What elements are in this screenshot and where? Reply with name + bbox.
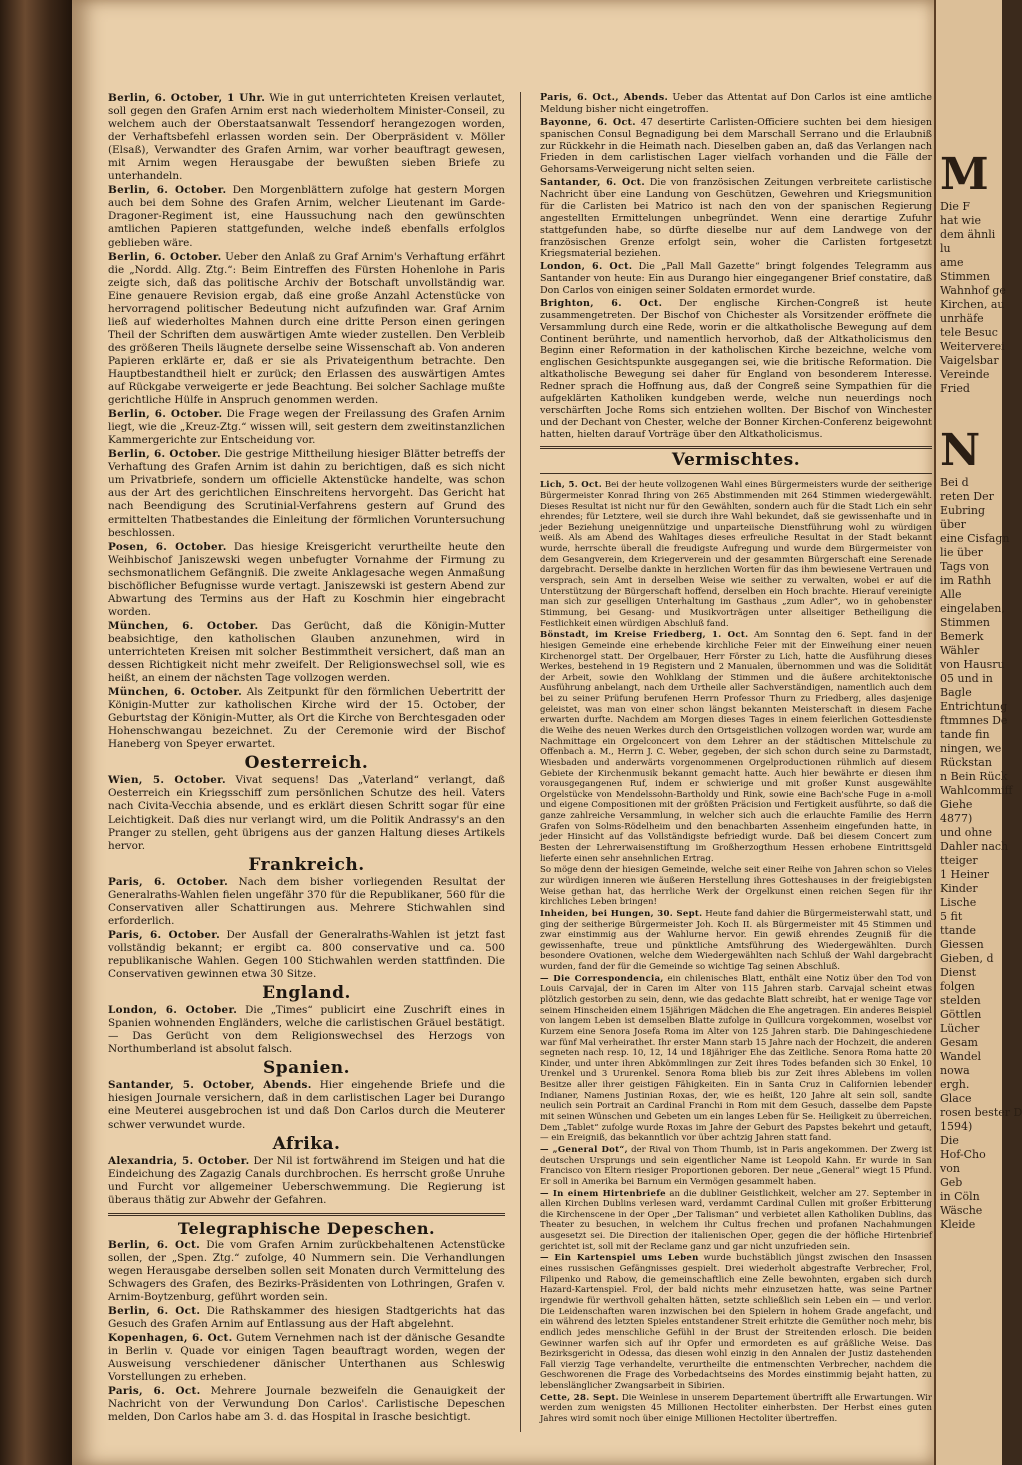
report-text: Heute fand dahier die Bürgermeisterwahl statt, und ging der seitherige Bürgermeister Joh. Koch II. als Bürgermeister mit 45 Stimmen und zwar einstimmig aus der Wahlurne hervor. Ein gewiß ehrendes Zeugniß für die gewissenhafte, treue und pünktliche Amtsführung des Wiedergewählten. Durch besondere Ovationen, welche dem Wiedergewählten nach Schluß der Wahl dargebracht wurden, fand der für die Gemeinde so wichtige Tag seinen Abschluß. [540,908,932,973]
report-text: Die „Times“ publicirt eine Zuschrift eines in Spanien wohnenden Engländers, welche die carlistischen Gräuel bestätigt. — Das Gerücht von dem Religionswechsel des Herzogs von Northumberland ist absolut falsch. [108,1004,505,1056]
edge-text-fragment: Vaigelsbar [940,354,999,367]
adjacent-page-edge [934,0,1022,1465]
edge-text-fragment: tteiger [940,854,978,867]
edge-text-fragment: eine Cisfagn [940,532,1010,545]
news-report [108,774,505,852]
news-report [540,865,932,908]
section-heading: Oesterreich. [244,753,369,774]
news-report [540,630,932,864]
report-dateline: Kopenhagen, 6. Oct. [108,1332,233,1345]
report-dateline: Bönstadt, im Kreise Friedberg, 1. Oct. [540,630,749,641]
report-dateline: Santander, 5. October, Abends. [108,1079,312,1092]
section-rule [540,446,932,449]
edge-text-fragment: 5 fit [940,910,963,923]
edge-text-fragment: folgen [940,980,975,993]
report-dateline: Santander, 6. Oct. [540,177,645,189]
news-report [540,909,932,973]
edge-text-fragment: Kleide [940,1218,976,1231]
report-dateline: Wien, 5. October. [108,774,226,787]
news-report [540,1253,932,1391]
edge-text-fragment: Die F [940,200,970,213]
report-text: Die gestrige Mittheilung hiesiger Blätter betreffs der Verhaftung des Grafen Arnim ist dahin zu berichtigen, daß es sich nicht um Privatbriefe, sondern um officielle Aktenstücke handelte, was schon aus der Art des gerichtlichen Einschreitens hervorgeht. Das Gericht hat nach Beendigung des Scrutinial-Verfahrens gestern auf Grund des ermittelten Thatbestandes die Einleitung der förmlichen Voruntersuchung beschlossen. [108,448,505,539]
edge-text-fragment: Wandel [940,1050,982,1063]
report-text: 47 desertirte Carlisten-Officiere suchten bei dem hiesigen spanischen Consul Begnadigung bei dem Marschall Serrano und die Erlaubniß zur Rückkehr in die Heimath nach. Dieselben gaben an, daß das Verlangen nach Frieden in dem carlistischen Lager vielfach vorhanden und die Fälle der Gehorsams-Verweigerung nicht selten seien. [540,116,932,176]
report-dateline: London, 6. October. [108,1004,238,1017]
news-report [108,1332,505,1384]
section-heading: Frankreich. [248,854,365,875]
edge-text-fragment: rosen bester D [940,1106,1022,1119]
edge-text-fragment: Stimmen [940,616,990,629]
edge-large-letter: M [940,149,989,200]
report-dateline: — In einem Hirtenbriefe [540,1188,666,1199]
edge-text-fragment: und ohne [940,826,993,839]
report-text: Hier eingehende Briefe und die hiesigen Journale versichern, daß in dem carlistischen Lager bei Durango eine Meuterei ausgebrochen ist und daß Don Carlos durch die Meuterer schwer verwundet wurde. [108,1079,505,1131]
edge-text-fragment: von [940,1162,960,1175]
news-report [540,177,932,260]
news-report [540,480,932,629]
report-text: Der Ausfall der Generalraths-Wahlen ist jetzt fast vollständig bekannt; er ergibt ca. 800 conservative und ca. 500 republikanische Wahlen. Gegen 100 Stichwahlen werden stattfinden. Die Conservativen gewinnen etwa 30 Sitze. [108,928,505,981]
report-dateline: Berlin, 6. October, 1 Uhr. [108,92,266,104]
report-text: Die Frage wegen der Freilassung des Grafen Arnim liegt, wie die „Kreuz-Ztg.“ wissen will, seit gestern dem zweitinstanzlichen Kammergerichte zur Entscheidung vor. [108,408,506,447]
report-text: Die von französischen Zeitungen verbreitete carlistische Nachricht über eine Landung von Geschützen, Gewehren und Kriegsmunition für die Carlisten bei Matrico ist nach den von der spanischen Regierung angestellten Ermittelungen unbegründet. Wenn eine derartige Zufuhr stattgefunden habe, so dürfte dieselbe nur auf dem Landwege von der französischen Grenze erfolgt sein, woher die Carlisten fortgesetzt Kriegsmaterial beziehen. [540,177,932,260]
edge-text-fragment: reten Der [940,490,994,503]
report-text: Wie in gut unterrichteten Kreisen verlautet, soll gegen den Grafen Arnim erst nach wiederholtem Minister-Conseil, zu welchem auch der Oberstaatsanwalt Tessendorf herangezogen worden, der Verhaftsbefehl erlassen worden sein. Der Oberpräsident v. Möller (Elsaß), Verwandter des Grafen Arnim, war vorher beauftragt gewesen, mit Arnim wegen Herausgabe der bewußten sieben Briefe zu unterhandeln. [108,92,505,183]
left-column [108,92,505,1426]
edge-text-fragment: Wähler [940,644,980,657]
news-report [108,1079,505,1131]
edge-large-letter: N [940,425,981,476]
report-dateline: Berlin, 6. October. [108,408,223,421]
edge-text-fragment: Gieben, d [940,952,994,965]
edge-text-fragment: 05 und in [940,672,993,685]
section-heading: Telegraphische Depeschen. [177,1218,436,1238]
edge-text-fragment: Giehe [940,798,973,811]
report-dateline: Cette, 28. Sept. [540,1392,619,1403]
edge-text-fragment: lie über [940,546,983,559]
column-divider [520,92,521,1432]
report-dateline: Inheiden, bei Hungen, 30. Sept. [540,908,703,919]
news-report [108,408,505,447]
edge-text-fragment: n Bein Rück [940,770,1008,783]
edge-text-fragment: Gesam [940,1036,978,1049]
report-dateline: Berlin, 6. October. [108,448,221,461]
report-text: Vivat sequens! Das „Vaterland“ verlangt, daß Oesterreich ein Kriegsschiff zum persönlichen Schutze des heil. Vaters nach Civita-Vecchia absende, und es erklärt diesen Schritt sogar für eine Leichtigkeit. Daß dies nur verlangt wird, um die Politik Andrassy's an den Pranger zu stellen, geht übrigens aus der ganzen Haltung dieses Artikels hervor. [108,774,505,852]
report-dateline: Alexandria, 5. October. [108,1154,250,1167]
news-report [108,541,505,619]
edge-text-fragment: 4877) [940,812,973,825]
report-text: Ueber das Attentat auf Don Carlos ist eine amtliche Meldung bisher nicht eingetroffen. [540,92,932,115]
edge-text-fragment: Wahnhof ge [940,284,1006,297]
section-rule [108,1213,505,1216]
edge-text-fragment: Lücher [940,1022,980,1035]
edge-text-fragment: 1 Heiner [940,868,989,881]
edge-text-fragment: ningen, we [940,742,1002,755]
report-text: wurde buchstäblich jüngst zwischen den Insassen eines russischen Gefängnisses gespielt. Drei wiederholt abgestrafte Verbrecher, Frol, Filipenko und Rabow, die gemeinschaftlich eine Zelle bewohnten, ergaben sich durch Hazard-Kartenspiel. Frol, der bald nichts mehr einzusetzen hatte, was seine Partner irgendwie für werthvoll gehalten hätten, setzte schließlich sein Leben ein — und verlor. Die Leidenschaften waren inzwischen bei den Spielern in hohem Grade angefacht, und ein während des letzten Spieles entstandener Streit erhitzte die Gemüther noch mehr, bis endlich jedes menschliche Gefühl in der Brust der Streitenden erlosch. Die beiden Gewinner warfen sich auf ihr Opfer und ermordeten es auf gräßliche Weise. Das Bezirksgericht in Odessa, das diesen wohl einzig in den Annalen der Justiz dastehenden Fall vierzig Tage verhandelte, verurtheilte die entmenschten Verbrecher, nachdem die Geschworenen die Frage des Vorbedachtseins des Mordes einstimmig bejaht hatten, zu lebenslänglicher Zwangsarbeit in Sibirien. [540,1253,932,1392]
report-text: Der Nil ist fortwährend im Steigen und hat die Eindeichung des Zagazig Canals durchbrochen. Es herrscht große Unruhe und Furcht vor allgemeiner Ueberschwemmung. Die Regierung ist überaus thätig zur Abwehr der Gefahren. [108,1154,505,1206]
edge-text-fragment: Vereinde [940,368,990,381]
edge-text-fragment: ttande [940,924,977,937]
report-text: Die Rathskammer des hiesigen Stadtgerichts hat das Gesuch des Grafen Arnim auf Entlassung aus der Haft abgelehnt. [108,1305,505,1331]
report-text: Gutem Vernehmen nach ist der dänische Gesandte in Berlin v. Quade vor einigen Tagen beauftragt worden, wegen der Ausweisung verschiedener dänischer Unterthanen aus Schleswig Vorstellungen zu erheben. [108,1332,505,1384]
report-dateline: Berlin, 6. Oct. [108,1305,201,1318]
edge-text-fragment: nowa [940,1064,970,1077]
news-report [540,298,932,441]
report-dateline: München, 6. October. [108,619,259,632]
edge-text-fragment: Alle [940,588,962,601]
edge-text-fragment: unrhäfe [940,312,984,325]
report-dateline: London, 6. Oct. [540,261,633,273]
news-report [108,251,505,408]
edge-text-fragment: tande fin [940,728,990,741]
report-dateline: Paris, 6. Oct., Abends. [540,92,669,103]
edge-text-fragment: Giessen [940,938,984,951]
news-report [540,1393,932,1425]
report-dateline: Brighton, 6. Oct. [540,297,663,309]
news-report [108,1305,505,1331]
report-dateline: Berlin, 6. October. [108,184,227,197]
edge-text-fragment: Bemerk [940,630,984,643]
report-dateline: — „General Dot“, [540,1144,628,1155]
report-text: ein chilenisches Blatt, enthält eine Notiz über den Tod von Louis Carvajal, der in Caren im Alter von 115 Jahren starb. Carvajal scheint etwas plötzlich gestorben zu sein, denn, wie das gedachte Blatt schreibt, hat er wenige Tage vor seinem Hinscheiden einem 15jährigen Mädchen die Ehe angetragen. Ein anderes Beispiel von langem Leben ist demselben Blatte zufolge in Quillcura vorgekommen, woselbst vor Kurzem eine Senora Josefa Roma im Alter von 125 Jahren starb. Die Dahingeschiedene war fünf Mal verheirathet. Ihr erster Mann starb 15 Jahre nach der Hochzeit, die anderen segneten nach resp. 10, 12, 14 und 18jähriger Ehe das Zeitliche. Senora Roma hatte 20 Kinder, und unter ihren Abkömmlingen zur Zeit ihres Todes befanden sich 30 Enkel, 10 Urenkel und 3 Ururenkel. Senora Roma blieb bis zur Zeit ihres Ablebens im vollen Besitze aller ihrer geistigen Fähigkeiten. Ein in Santa Cruz in Californien lebender Indianer, Namens Justinian Roxas, der, wie es heißt, 120 Jahre alt sein soll, sandte neulich sein Portrait an Cardinal Franchi in Rom mit dem Gesuch, dasselbe dem Papste mit seinen Wünschen und Gebeten um ein langes Leben für Se. Heiligkeit zu überreichen. Dem „Tablet“ zufolge wurde Roxas im Jahre der Geburt des Papstes bekehrt und getauft, — ein Ereigniß, das bekanntlich vor über achtzig Jahren statt fand. [540,973,933,1144]
news-report [108,448,505,539]
report-text: Als Zeitpunkt für den förmlichen Uebertritt der Königin-Mutter zur katholischen Kirche wird der 15. October, der Geburtstag der Königin-Mutter, als Ort die Kirche von Berchtesgaden oder Hohenschwangau bezeichnet. Zu der Ceremonie wird der Bischof Haneberg von Speyer erwartet. [108,686,505,751]
report-text: Den Morgenblättern zufolge hat gestern Morgen auch bei dem Sohne des Grafen Arnim, welcher Lieutenant im Garde-Dragoner-Regiment ist, eine Haussuchung nach den gewünschten amtlichen Papieren stattgefunden, welche indeß ebenfalls erfolglos geblieben wäre. [108,184,505,249]
section-heading: England. [262,983,351,1004]
edge-text-fragment: lu [940,242,951,255]
report-text: So möge denn der hiesigen Gemeinde, welche seit einer Reihe von Jahren schon so Vieles zur würdigen inneren wie äußeren Herstellung ihres Gotteshauses in der freigiebigsten Weise gethan hat, das herrliche Werk der Orgelkunst einen reichen Segen für ihr kirchliches Leben bringen! [540,865,932,908]
news-report [108,686,505,751]
news-report [108,1385,505,1424]
report-text: Mehrere Journale bezweifeln die Genauigkeit der Nachricht von der Verwundung Don Carlos'. Carlistische Depeschen melden, Don Carlos habe am 3. d. das Hospital in Irasche besichtigt. [108,1385,505,1424]
edge-text-fragment: Glace [940,1092,972,1105]
report-text: Bei der heute vollzogenen Wahl eines Bürgermeisters wurde der seitherige Bürgermeister Konrad Ihring von 265 Abstimmenden mit 264 Stimmen wiedergewählt. Dieses Resultat ist nicht nur für den Gewählten, sondern auch für die Stadt Lich ein sehr ehrendes; für Letztere, weil sie durch ihre Wahl bekundet, daß sie gewissenhafte und in jeder Beziehung uneigennützige und unparteiische Dienstführung wohl zu würdigen weiß. Als am Abend des Wahltages dieses erfreuliche Resultat in der Stadt bekannt wurde, herrschte überall die freudigste Aufregung und wurde dem Bürgermeister von dem Gesangverein, dem Kriegerverein und der gesammten Bürgerschaft eine Serenade dargebracht. Derselbe dankte in herzlichen Worten für das ihm bewiesene Vertrauen und versprach, sein Amt in derselben Weise wie seither zu verwalten, wobei er auf die Unterstützung der Bürgerschaft hoffend, derselben ein Hoch brachte. Hierauf vereinigte man sich zur geselligen Unterhaltung im Gasthaus „zum Adler“, wo in gehobenster Stimmung, bei Gesang- und Musikvorträgen unter allseitiger Betheiligung die Festlichkeit einen würdigen Abschluß fand. [540,480,933,629]
edge-text-fragment: ergh. [940,1078,970,1091]
edge-text-fragment: 1594) [940,1120,973,1133]
edge-text-fragment: Bagle [940,686,972,699]
news-report [540,92,932,116]
book-binding-spine [0,0,72,1465]
edge-text-fragment: Tags von [940,560,990,573]
report-text: Das Gerücht, daß die Königin-Mutter beabsichtige, den katholischen Glauben anzunehmen, wird in unterrichteten Kreisen mit solcher Bestimmtheit versichert, daß man an dessen Richtigkeit nicht mehr zweifelt. Der Religionswechsel soll, wie es heißt, an einem der nächsten Tage vollzogen werden. [108,619,505,685]
report-text: Die Weinlese in unserem Departement übertrifft alle Erwartungen. Wir werden zum wenigsten 45 Millionen Hectoliter einherbsten. Der Herbst eines guten Jahres wird somit noch über einige Millionen Hectoliter übertreffen. [540,1392,932,1424]
edge-text-fragment: Rückstan [940,756,992,769]
news-report [108,184,505,249]
news-report [540,117,932,176]
news-report [108,92,505,183]
edge-text-fragment: Hof-Cho [940,1148,986,1161]
edge-text-fragment: dem ähnli [940,228,996,241]
news-report [540,1145,932,1188]
edge-text-fragment: von Hausru [940,658,1005,671]
section-heading: Spanien. [262,1058,351,1079]
news-report [108,1239,505,1304]
report-dateline: Paris, 6. October. [108,875,229,888]
misc-heading: Vermischtes. [671,450,801,471]
edge-text-fragment: Die [940,1134,959,1147]
news-report [540,261,932,297]
edge-text-fragment: stelden [940,994,981,1007]
report-dateline: — Die Correspondencia, [540,973,664,984]
news-report [108,1004,505,1056]
report-text: Der englische Kirchen-Congreß ist heute zusammengetreten. Der Bischof von Chichester als Vorsitzender eröffnete die Versammlung durch eine Rede, worin er die altkatholische Bewegung auf dem Continent berührte, und namentlich hervorhob, daß der Altkatholicismus den Beginn einer Reformation in der katholischen Kirche bezeichne, welche vom englischen Gesichtspunkte ausgegangen sei, wie die britische Reformation. Die altkatholische Bewegung sei daher für England von besonderem Interesse. Redner sprach die Hoffnung aus, daß der Congreß seine Sympathien für die aufgeklärten Katholiken kundgeben werde, welche nun neuerdings noch verschärften Joche Roms sich entziehen wollten. Der Bischof von Winchester und der Dechant von Chester, welche der Bonner Kirchen-Conferenz beigewohnt hatten, hielten darauf Vorträge über den Altkatholicismus. [540,297,932,440]
report-dateline: — Ein Kartenspiel ums Leben [540,1253,699,1264]
edge-text-fragment: Weiterverei [940,340,1005,353]
report-dateline: Paris, 6. Oct. [108,1385,201,1398]
right-column [540,92,932,1426]
edge-text-fragment: tele Besuc [940,326,998,339]
edge-text-fragment: Lische [940,896,977,909]
edge-text-fragment: hat wie [940,214,982,227]
report-text: Das hiesige Kreisgericht verurtheilte heute den Weihbischof Janiszewski wegen unbefugter Vornahme der Firmung zu sechsmonatlichem Gefängniß. Die zweite Anklagesache wegen Anmaßung bischöflicher Befugnisse wurde vertagt. Janiszewski ist gestern Abend zur Abwartung des Termins aus der Haft zu Koschmin hier eingebracht worden. [108,540,505,618]
report-dateline: Paris, 6. October. [108,928,221,941]
report-text: Ueber den Anlaß zu Graf Arnim's Verhaftung erfährt die „Nordd. Allg. Ztg.“: Beim Eintreffen des Fürsten Hohenlohe in Paris zeigte sich, daß das politische Archiv der Botschaft unvollständig war. Eine genauere Revision ergab, daß eine große Anzahl Actenstücke von hervorragend politischer Bedeutung nicht aufzufinden war. Graf Arnim ließ auf wiederholtes Mahnen durch eine dritte Person einen geringen Theil der Schriften dem auswärtigen Amte wieder zustellen. Den Verbleib des größeren Theils läugnete derselbe seine Wissenschaft ab. Von anderen Papieren erklärte er, daß er sie als Privateigenthum betrachte. Den Hauptbestandtheil hielt er zurück; den Erlassen des auswärtigen Amtes auf Rückgabe verweigerte er jede Beachtung. Bei solcher Sachlage mußte gerichtliche Hülfe in Anspruch genommen werden. [108,250,505,407]
report-text: an die dubliner Geistlichkeit, welcher am 27. September in allen Kirchen Dublins verlesen ward, verdammt Cardinal Cullen mit großer Erbitterung die Kirchenscene in der Oper „Der Talisman“ und verbietet allen Katholiken Dublins, das Theater zu besuchen, in welchem ihr Cultus frechen und profanen Nachahmungen ausgesetzt sei. Die Direction der italienischen Oper, gegen die der höfliche Hirtenbrief gerichtet ist, soll mit der Reclame ganz und gar nicht unzufrieden sein. [540,1188,933,1252]
edge-text-fragment: Wäsche [940,1204,983,1217]
edge-text-fragment: ftmmnes De [940,714,1008,727]
edge-text-fragment: in Cöln [940,1190,980,1203]
news-report [108,1155,505,1207]
edge-text-fragment: Entrichtung [940,700,1008,713]
report-text: Die „Pall Mall Gazette“ bringt folgendes Telegramm aus Santander von heute: Ein aus Durango hier eingegangener Brief constatire, daß Don Carlos von einigen seiner Soldaten ermordet wurde. [540,261,933,296]
edge-text-fragment: Dahler nach [940,840,1009,853]
edge-text-fragment: Kinder [940,882,978,895]
edge-text-fragment: im Rathh [940,574,992,587]
edge-text-fragment: Göttlen [940,1008,982,1021]
edge-text-fragment: Stimmen [940,270,990,283]
edge-text-fragment: Bei d [940,476,969,489]
heading-rule [540,473,932,474]
news-report [108,620,505,685]
news-report [108,929,505,981]
section-heading: Afrika. [272,1133,341,1154]
report-text: Die vom Grafen Arnim zurückbehaltenen Actenstücke sollen, der „Spen. Ztg.“ zufolge, 40 Nummern sein. Die Verhandlungen wegen Herausgabe derselben sollen seit Monaten durch Vermittelung des Schwagers des Grafen, des Bezirks-Präsidenten von Lothringen, Grafen v. Arnim-Boytzenburg, geführt worden sein. [108,1238,506,1304]
report-dateline: Posen, 6. October. [108,540,227,553]
edge-text-fragment: Geb [940,1176,963,1189]
edge-text-fragment: Wahlcommiff [940,784,1013,797]
report-dateline: München, 6. October. [108,686,243,699]
edge-text-fragment: Dienst [940,966,976,979]
edge-text-fragment: Eubring [940,504,986,517]
news-report [540,1189,932,1253]
report-dateline: Bayonne, 6. Oct. [540,116,636,128]
report-text: der Rival von Thom Thumb, ist in Paris angekommen. Der Zwerg ist deutschen Ursprungs und sein eigentlicher Name ist Leopold Kahn. Er wurde in San Francisco von Eltern riesiger Proportionen geboren. Der neue „General“ wiegt 15 Pfund. Er soll in Amerika bei Barnum ein Vermögen gesammelt haben. [540,1144,933,1187]
edge-text-fragment: ame [940,256,964,269]
news-report [108,876,505,928]
edge-text-fragment: über [940,518,966,531]
news-report [540,974,932,1144]
edge-text-fragment: Fried [940,382,970,395]
edge-text-fragment: Kirchen, au [940,298,1005,311]
edge-text-fragment: eingelaben, [940,602,1005,615]
report-text: Am Sonntag den 6. Sept. fand in der hiesigen Gemeinde eine erhebende kirchliche Feier mit der Einweihung einer neuen Kirchenorgel statt. Der Orgelbauer, Herr Förster zu Lich, hatte die Ausführung dieses Werkes, bestehend in 19 Registern und 2 Manualen, übernommen und was die Solidität der Arbeit, sowie den Wohlklang der Stimmen und die äußere architektonische Ausführung anbelangt, nach dem Urtheile aller Sachverständigen, namentlich auch dem bei zu seiner Prüfung berufenen Herrn Professor Thurn zu Friedberg, alles dasjenige geleistet, was man von einer schon längst bekannten Meisterschaft in diesem Fache erwarten durfte. Nachdem am Morgen dieses Tages in einem feierlichen Gottesdienste die Weihe des neuen Werkes durch den Ortsgeistlichen vollzogen worden war, wurde am Nachmittage ein Orgelconcert von dem Lehrer an der städtischen Mittelschule zu Offenbach a. M., Herrn J. C. Weber, gegeben, der sich schon durch seine zu Darmstadt, Wiesbaden und anderwärts vorgenommenen Orgelproductionen rühmlich auf diesem Gebiete der Kirchenmusik bekannt gemacht hatte. Auch hier bewährte er diesen ihm vorausgegangenen Ruf, indem er schwierige und mit großer Kunst ausgewählte Orgelstücke von Mendelssohn-Bartholdy und Rink, sowie eine Bach'sche Fuge in a-moll und eigene Compositionen mit der größten Präcision und Fertigkeit ausführte, so daß die ganze zahlreiche Versammlung, in welcher sich auch die erlauchte Familie des Herrn Grafen von Solms-Rödelheim und den benachbarten Assenheim eingefunden hatte, in jeder Hinsicht auf das Vollständigste befriedigt wurde. Daß bei diesem Concert zum Besten der Lehrerwaisenstiftung im Großherzogthum Hessen erhobene Eintrittsgeld lieferte einen sehr ansehnlichen Ertrag. [540,630,932,864]
report-dateline: Berlin, 6. Oct. [108,1238,201,1251]
report-dateline: Lich, 5. Oct. [540,480,603,491]
report-dateline: Berlin, 6. October. [108,250,222,263]
report-text: Nach dem bisher vorliegenden Resultat der Generalraths-Wahlen fielen ungefähr 370 für die Republikaner, 560 für die Conservativen aller Schattirungen aus. Mehrere Stichwahlen sind erforderlich. [108,875,505,927]
